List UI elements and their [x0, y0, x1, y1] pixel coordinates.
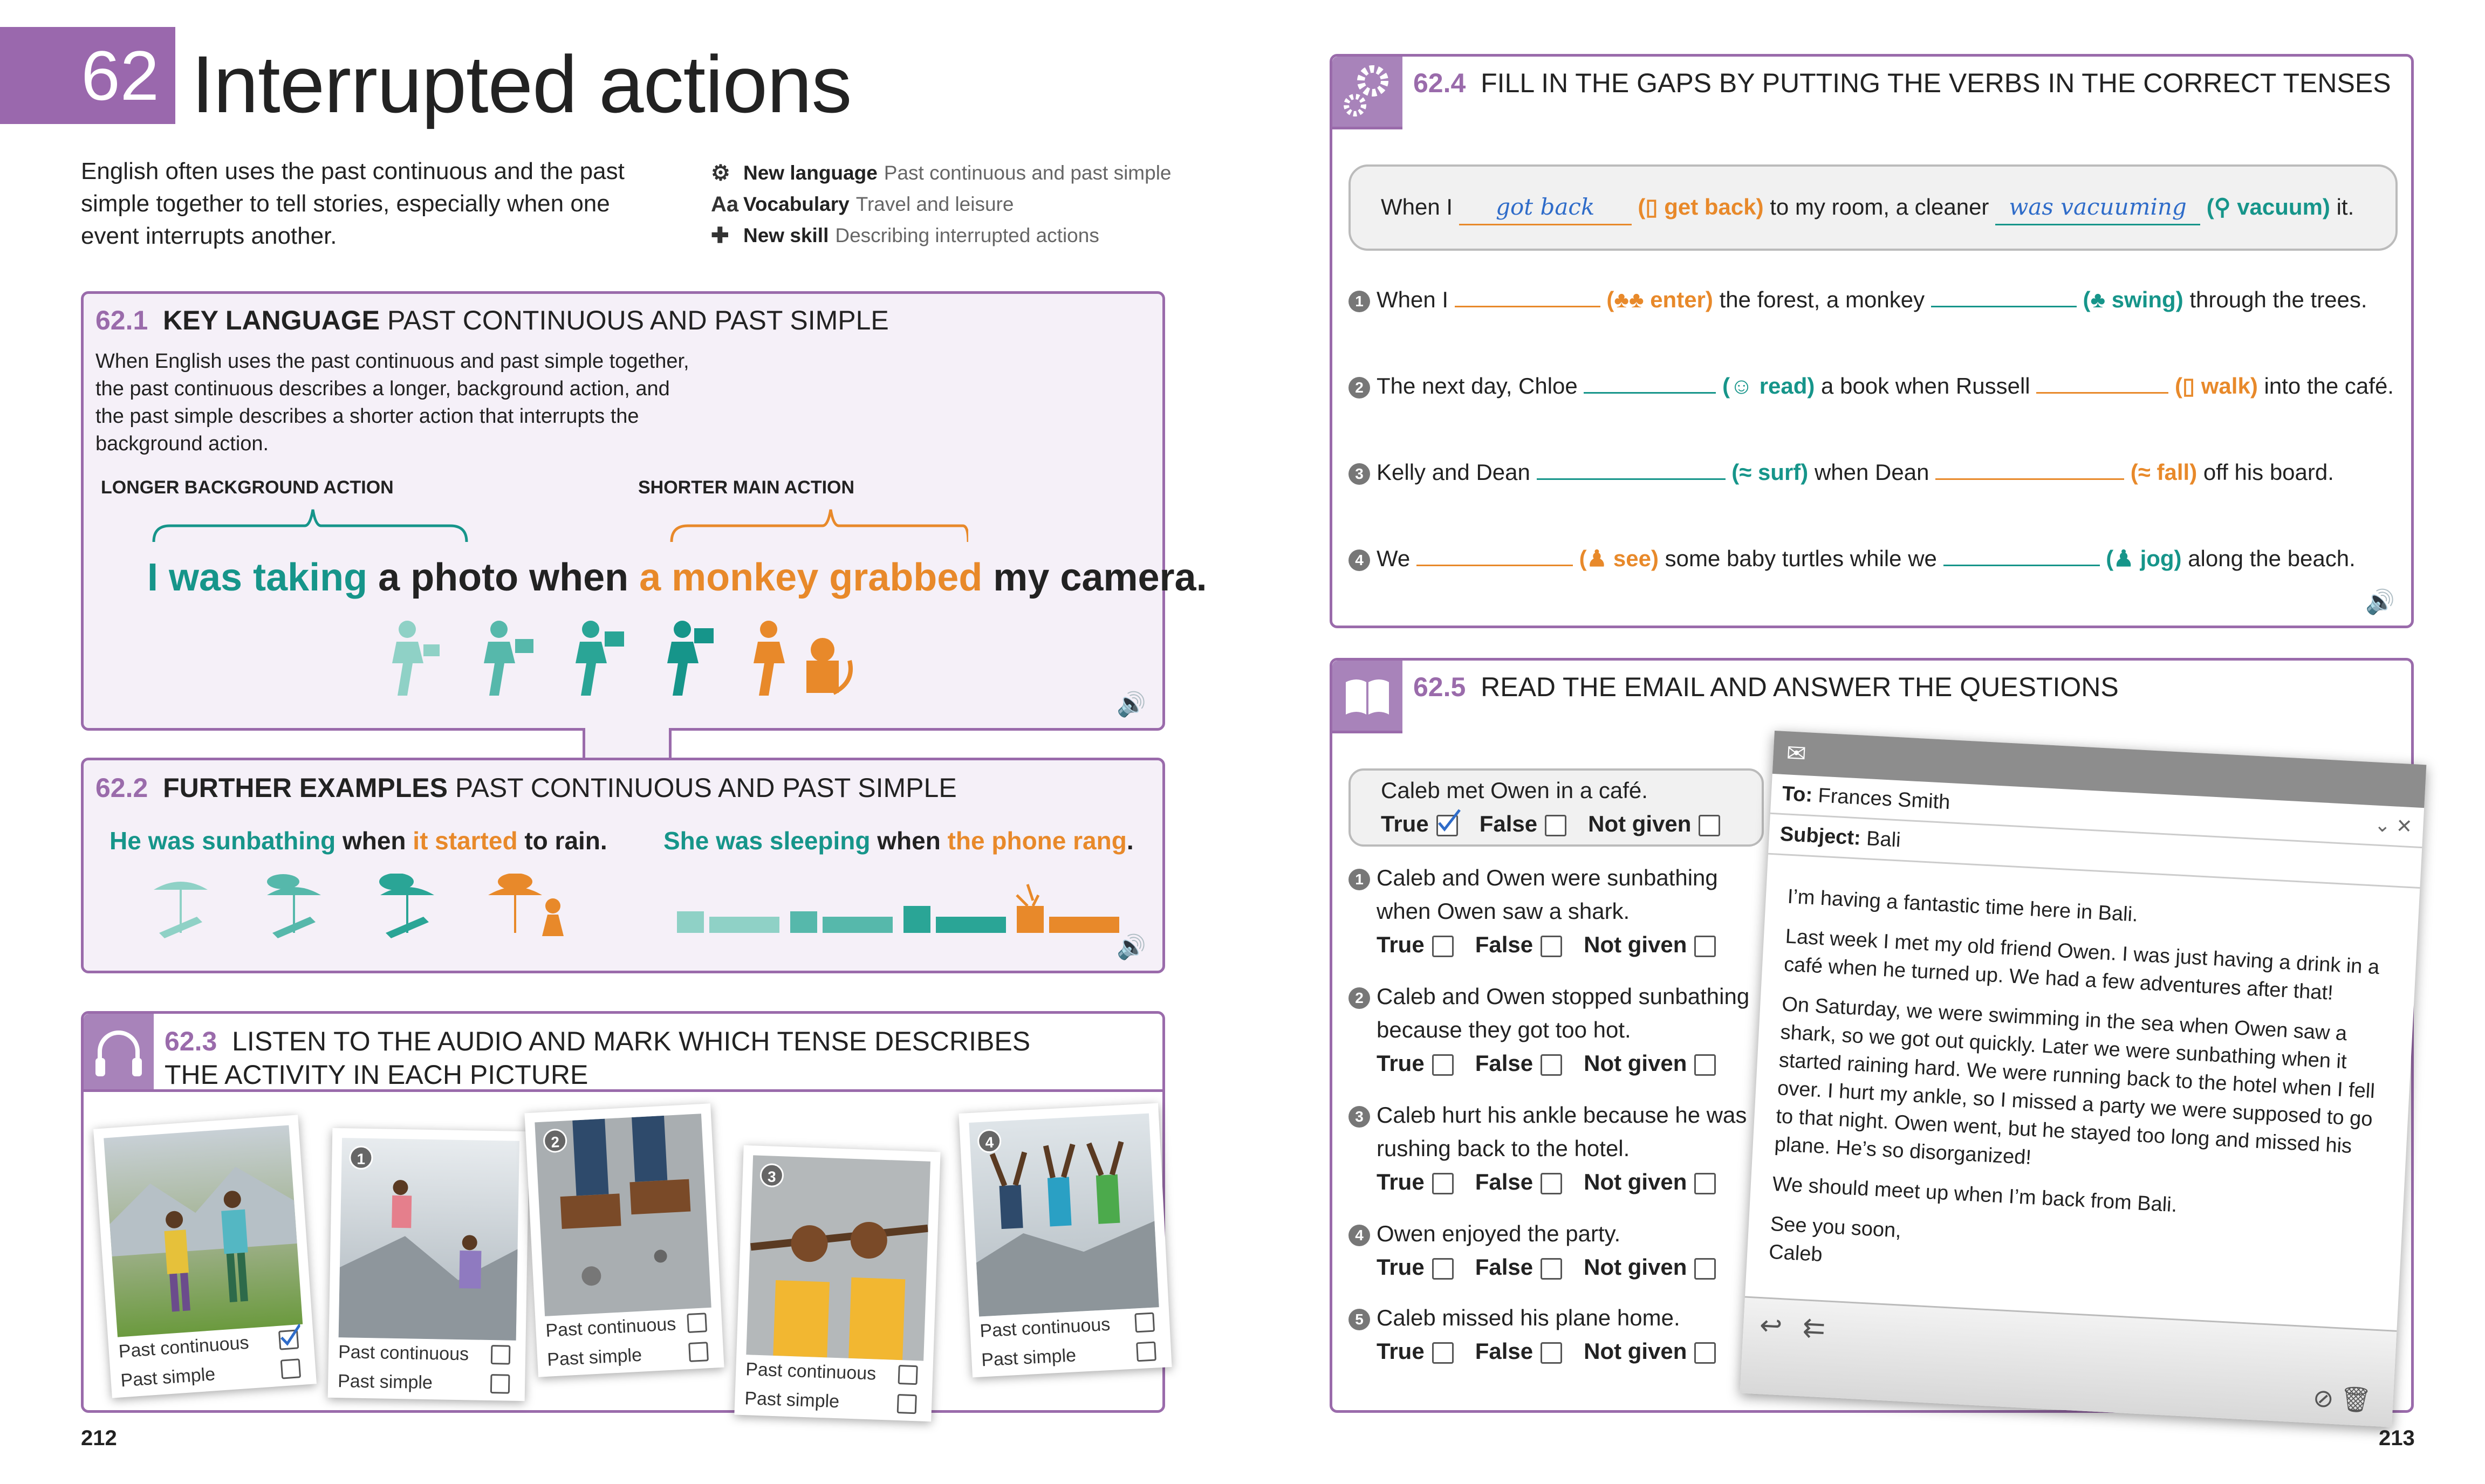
page-title: Interrupted actions — [191, 39, 852, 129]
checkbox-true[interactable] — [1432, 1342, 1454, 1364]
envelope-icon: ✉ — [1785, 739, 1807, 767]
section-62-5-heading: 62.5 READ THE EMAIL AND ANSWER THE QUESTIONS — [1413, 672, 2119, 702]
checkbox-2-ps[interactable] — [688, 1342, 709, 1362]
sunbathing-sleeping-icons — [138, 874, 1162, 944]
section-62-4-heading: 62.4 FILL IN THE GAPS BY PUTTING THE VERBS IN THE CORRECT TENSES — [1413, 68, 2391, 98]
checkbox-false[interactable] — [1541, 1054, 1562, 1076]
checkbox-3-pc[interactable] — [898, 1365, 918, 1385]
gear-icon: ⚙ — [711, 161, 730, 185]
gap-input[interactable] — [1931, 306, 2077, 307]
chevron-down-icon[interactable]: ⌄ — [2373, 813, 2392, 836]
photo-3: 3 Past continuous Past simple — [734, 1145, 940, 1421]
jogger-icon: ♟ — [2113, 546, 2134, 571]
question-5: 5 Caleb missed his plane home. True False Not given — [1348, 1301, 1716, 1368]
photo-label-pc: Past continuous — [118, 1324, 305, 1366]
photo-number: 3 — [759, 1163, 784, 1188]
checkbox-1-pc[interactable] — [491, 1345, 511, 1365]
label-shorter-action: SHORTER MAIN ACTION — [638, 477, 855, 498]
photo-label-ps: Past simple — [120, 1354, 307, 1396]
vacuum-icon: ⚲ — [2214, 194, 2231, 219]
question-4: 4 Owen enjoyed the party. True False Not given — [1348, 1217, 1716, 1284]
photo-1: 1 Past continuous Past simple — [328, 1128, 530, 1401]
checkbox-3-ps[interactable] — [897, 1394, 917, 1414]
email-body: I’m having a fantastic time here in Bali. Last week I met my old friend Owen. I was just having a drink in a café when he turned up. We had a few adventures after that! On Saturday, we were swimming in the sea when Owen saw a shark, so we got out quickly. Later we were sunbathing when it started raining hard. We were running back to the hotel when I fell over. I hurt my ankle, so I missed a party we were supposed to go to that night. Owen went, but he stayed too long and missed his plane. He’s so disorganized! We should meet up when I’m back from Bali. See you soon, Caleb — [1768, 885, 2380, 1266]
meta-language: ⚙ New language Past continuous and past simple — [711, 157, 1172, 189]
key-sentence: I was taking a photo when a monkey grabbed my camera. — [147, 556, 1207, 599]
checkbox-not-given[interactable] — [1694, 1054, 1716, 1076]
page-number-left: 212 — [81, 1426, 117, 1450]
intro-text: English often uses the past continuous and the past simple together to tell stories, especially when one event interrupts another. — [81, 158, 625, 249]
checkbox-true[interactable] — [1432, 1054, 1454, 1076]
gap-input[interactable] — [1455, 306, 1600, 307]
trash-icon[interactable]: 🗑 — [2339, 1384, 2372, 1414]
checkbox-4-pc[interactable] — [1134, 1313, 1155, 1333]
page-number-right: 213 — [2379, 1426, 2415, 1450]
section-62-2 — [81, 758, 1165, 973]
gap-input[interactable] — [2036, 392, 2168, 394]
photo-2: 2 Past continuous Past simple — [524, 1103, 724, 1377]
section-connector — [583, 728, 672, 760]
surfer-icon: ≈ — [1739, 459, 1752, 485]
email-subject-row: Subject: Bali — [1768, 814, 2422, 889]
checkbox-example-pc[interactable] — [278, 1329, 299, 1350]
checkbox-2-pc[interactable] — [687, 1313, 707, 1333]
checkbox-false[interactable] — [1541, 936, 1562, 957]
checkbox-false[interactable] — [1541, 1342, 1562, 1364]
checkbox-true[interactable] — [1436, 815, 1458, 836]
photo-example — [93, 1115, 317, 1398]
audio-speaker-icon[interactable]: 🔊 — [1117, 691, 1146, 718]
gap-item-4: 4 We (♟ see) some baby turtles while we (♟ jog) along the beach. — [1348, 542, 2356, 575]
photo-number: 1 — [349, 1145, 373, 1170]
checkbox-not-given[interactable] — [1694, 1258, 1716, 1280]
checkbox-not-given[interactable] — [1694, 1342, 1716, 1364]
question-2: 2 Caleb and Owen stopped sunbathing because they got too hot. True False Not given — [1348, 980, 1749, 1080]
section-62-1 — [81, 291, 1207, 731]
section-62-1-body: When English uses the past continuous and past simple together, the past continuous describes a longer, background action, and the past simple describes a shorter action that interrupts the background action. — [95, 350, 689, 455]
attachment-icon[interactable]: ⊘ — [2312, 1383, 2335, 1413]
example-sleeping: She was sleeping when the phone rang. — [663, 827, 1134, 855]
example-sentence: When I got back (▯ get back) to my room, a cleaner was vacuuming (⚲ vacuum) it. — [1381, 190, 2354, 225]
email-window — [1740, 731, 2427, 1427]
puzzle-icon: ✚ — [711, 224, 729, 248]
section-62-4 — [1330, 54, 2414, 628]
brace-markers — [148, 504, 968, 547]
fall-icon: ≈ — [2138, 459, 2151, 485]
tree-icon: ♣ — [2090, 287, 2106, 312]
checkbox-true[interactable] — [1432, 1258, 1454, 1280]
door-icon: ▯ — [1645, 194, 1658, 219]
checkbox-true[interactable] — [1432, 1173, 1454, 1194]
close-icon[interactable]: ✕ — [2395, 814, 2413, 838]
gap-item-1: 1 When I (♣♣ enter) the forest, a monkey (♣ swing) through the trees. — [1348, 283, 2367, 317]
gap-input[interactable] — [1935, 478, 2124, 480]
gap-input[interactable] — [1416, 565, 1573, 566]
audio-speaker-icon[interactable]: 🔊 — [1117, 934, 1146, 960]
turtles-icon: ♟ — [1586, 546, 1607, 571]
headphones-icon — [84, 1014, 154, 1089]
question-3: 3 Caleb hurt his ankle because he was rushing back to the hotel. True False Not given — [1348, 1098, 1747, 1199]
checkbox-false[interactable] — [1541, 1258, 1562, 1280]
checkbox-false[interactable] — [1545, 815, 1566, 836]
checkbox-not-given[interactable] — [1699, 815, 1720, 836]
reply-all-icon[interactable]: ⇇ — [1802, 1312, 1826, 1344]
gap-input[interactable] — [1537, 478, 1726, 480]
checkbox-not-given[interactable] — [1694, 1173, 1716, 1194]
section-62-2-heading: 62.2 FURTHER EXAMPLES PAST CONTINUOUS AND PAST SIMPLE — [95, 773, 957, 803]
trees-icon: ♣♣ — [1614, 287, 1644, 312]
section-62-1-heading: 62.1 KEY LANGUAGE PAST CONTINUOUS AND PAST SIMPLE — [95, 305, 889, 335]
photo-number: 2 — [543, 1128, 567, 1153]
reply-icon[interactable]: ↩ — [1758, 1310, 1783, 1342]
gap-item-2: 2 The next day, Chloe (☺ read) a book when Russell (▯ walk) into the café. — [1348, 369, 2394, 403]
label-longer-action: LONGER BACKGROUND ACTION — [101, 477, 394, 498]
meta-skill: ✚ New skill Describing interrupted actions — [711, 220, 1172, 251]
book-icon — [1332, 661, 1402, 731]
audio-speaker-icon[interactable]: 🔊 — [2365, 589, 2395, 615]
section-62-3-heading: 62.3 LISTEN TO THE AUDIO AND MARK WHICH TENSE DESCRIBES THE ACTIVITY IN EACH PICTURE — [165, 1026, 1031, 1090]
photographer-icons — [375, 617, 871, 704]
unit-meta — [711, 157, 1172, 251]
gear-icon — [1332, 57, 1402, 127]
example-sunbathing: He was sunbathing when it started to rain. — [109, 827, 607, 855]
checkbox-4-ps[interactable] — [1136, 1342, 1156, 1362]
aa-icon: Aa — [711, 193, 739, 216]
gap-item-3: 3 Kelly and Dean (≈ surf) when Dean (≈ fall) off his board. — [1348, 456, 2334, 489]
email-to-row: To: Frances Smith ⌄ ✕ — [1770, 774, 2424, 848]
reader-icon: ☺ — [1730, 373, 1754, 399]
photo-4: 4 Past continuous Past simple — [959, 1103, 1172, 1378]
example-question: Caleb met Owen in a café. True False Not given — [1381, 774, 1720, 841]
unit-number: 62 — [0, 27, 175, 124]
gap-input[interactable] — [1943, 565, 2100, 566]
photo-number: 4 — [977, 1129, 1002, 1153]
question-1: 1 Caleb and Owen were sunbathing when Owen saw a shark. True False Not given — [1348, 861, 1718, 961]
checkbox-true[interactable] — [1432, 936, 1454, 957]
checkbox-false[interactable] — [1541, 1173, 1562, 1194]
meta-vocabulary: Aa Vocabulary Travel and leisure — [711, 189, 1172, 220]
gap-input[interactable] — [1584, 392, 1716, 394]
checkbox-not-given[interactable] — [1694, 936, 1716, 957]
checkbox-example-ps[interactable] — [280, 1358, 301, 1379]
door-icon: ▯ — [2182, 373, 2195, 399]
checkbox-1-ps[interactable] — [490, 1374, 510, 1394]
